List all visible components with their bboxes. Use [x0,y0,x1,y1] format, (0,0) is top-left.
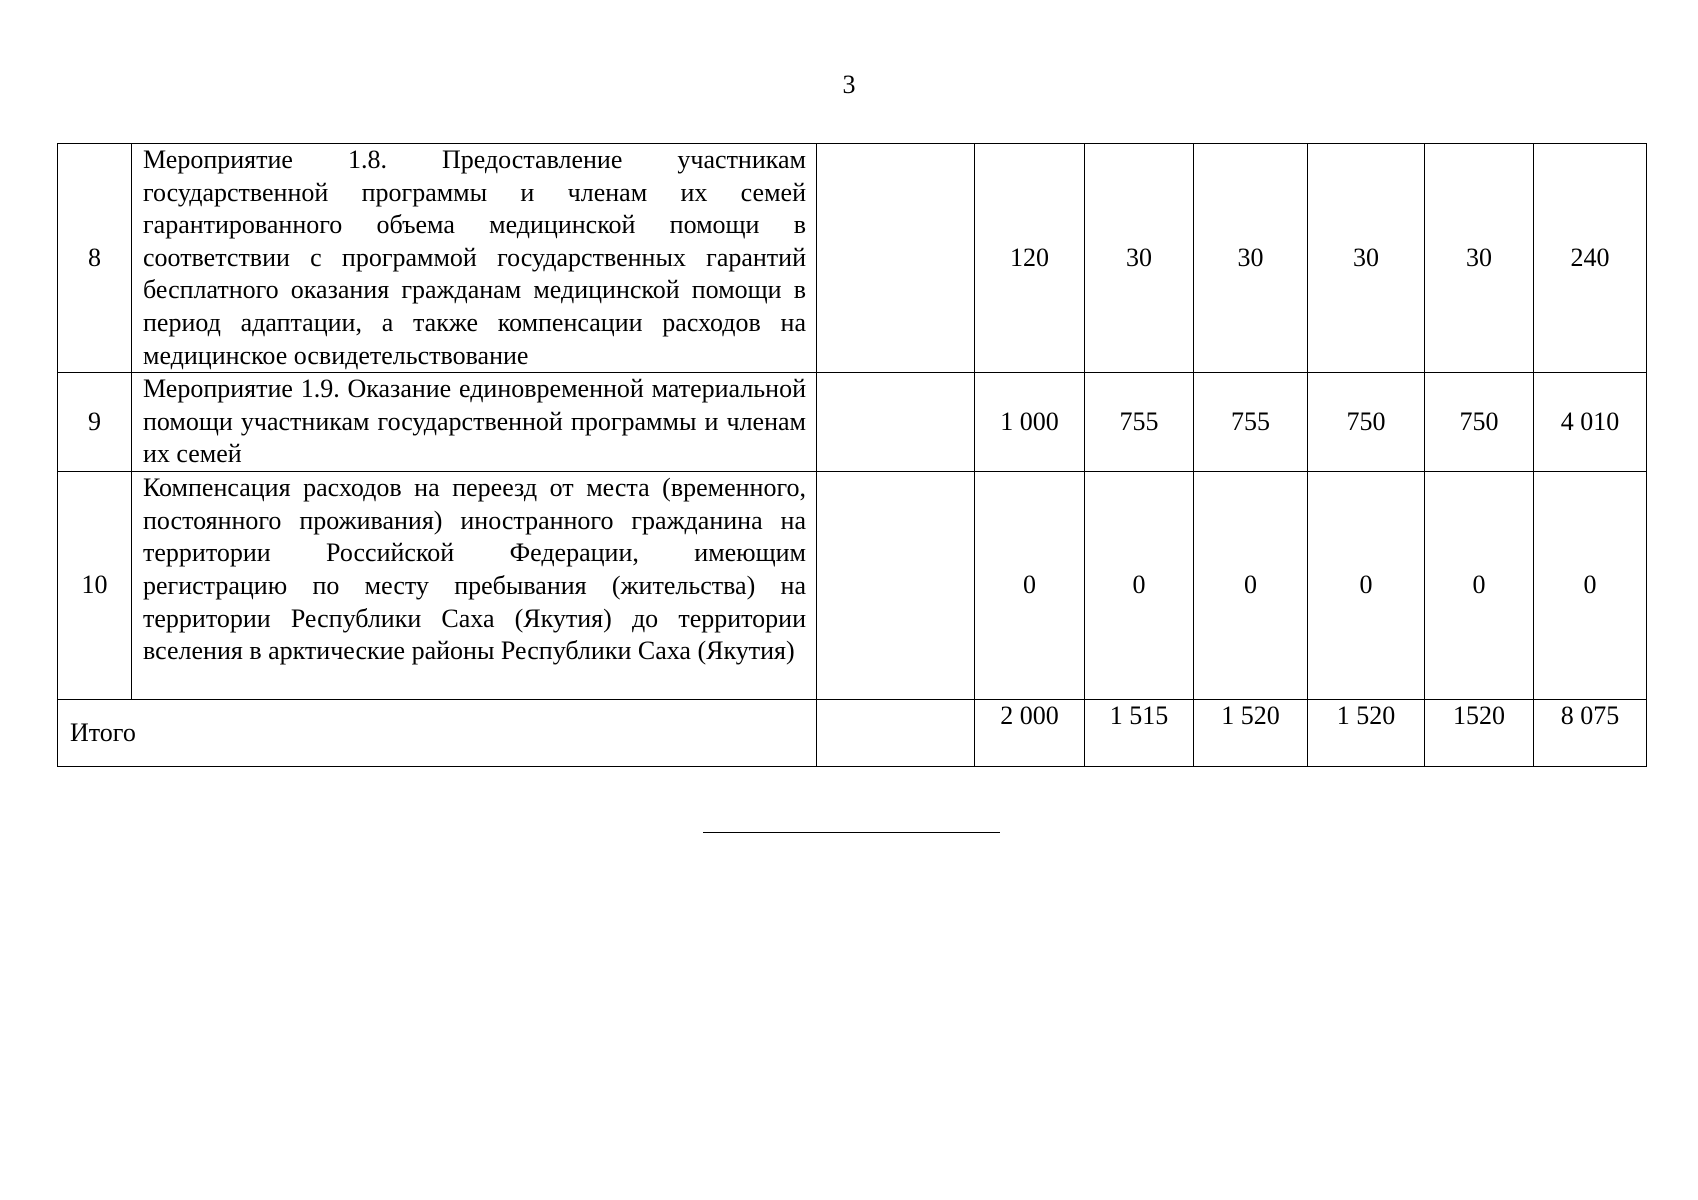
row-total-value: 4 010 [1534,373,1647,472]
row-number: 8 [58,144,132,373]
end-of-document-rule [703,832,1000,833]
budget-table [57,143,1647,767]
row-total-value: 0 [1534,472,1647,700]
row-value: 120 [975,144,1085,373]
row-value: 30 [1085,144,1194,373]
row-value: 0 [1308,472,1425,700]
row-empty-cell [817,373,975,472]
total-value: 2 000 [975,700,1085,767]
row-empty-cell [817,472,975,700]
row-value: 30 [1194,144,1308,373]
total-row [58,700,1647,767]
total-value: 1520 [1425,700,1534,767]
total-label: Итого [58,700,817,767]
row-number: 10 [58,472,132,700]
page-number: 3 [842,70,856,99]
row-empty-cell [817,144,975,373]
total-value: 1 520 [1194,700,1308,767]
row-description: Компенсация расходов на переезд от места (временного, постоянного проживания) иностранного гражданина на территории Российской Федерации, имеющим регистрацию по месту пребывания (жительства) на территории Республики Саха (Якутия) до территории вселения в арктические районы Республики Саха (Якутия) [132,472,817,700]
total-value: 1 520 [1308,700,1425,767]
row-value: 755 [1085,373,1194,472]
row-value: 755 [1194,373,1308,472]
row-value: 0 [1425,472,1534,700]
total-empty-cell [817,700,975,767]
row-value: 0 [1085,472,1194,700]
row-value: 0 [1194,472,1308,700]
table-row [58,144,1647,373]
row-value: 750 [1308,373,1425,472]
row-number: 9 [58,373,132,472]
row-value: 0 [975,472,1085,700]
row-description: Мероприятие 1.8. Предоставление участникам государственной программы и членам их семей гарантированного объема медицинской помощи в соответствии с программой государственных гарантий бесплатного оказания гражданам медицинской помощи в период адаптации, а также компенсации расходов на медицинское освидетельствование [132,144,817,373]
row-description: Мероприятие 1.9. Оказание единовременной материальной помощи участникам государственной программы и членам их семей [132,373,817,472]
row-value: 1 000 [975,373,1085,472]
row-total-value: 240 [1534,144,1647,373]
row-value: 750 [1425,373,1534,472]
table-row [58,472,1647,700]
row-value: 30 [1308,144,1425,373]
grand-total-value: 8 075 [1534,700,1647,767]
row-value: 30 [1425,144,1534,373]
table-row [58,373,1647,472]
total-value: 1 515 [1085,700,1194,767]
